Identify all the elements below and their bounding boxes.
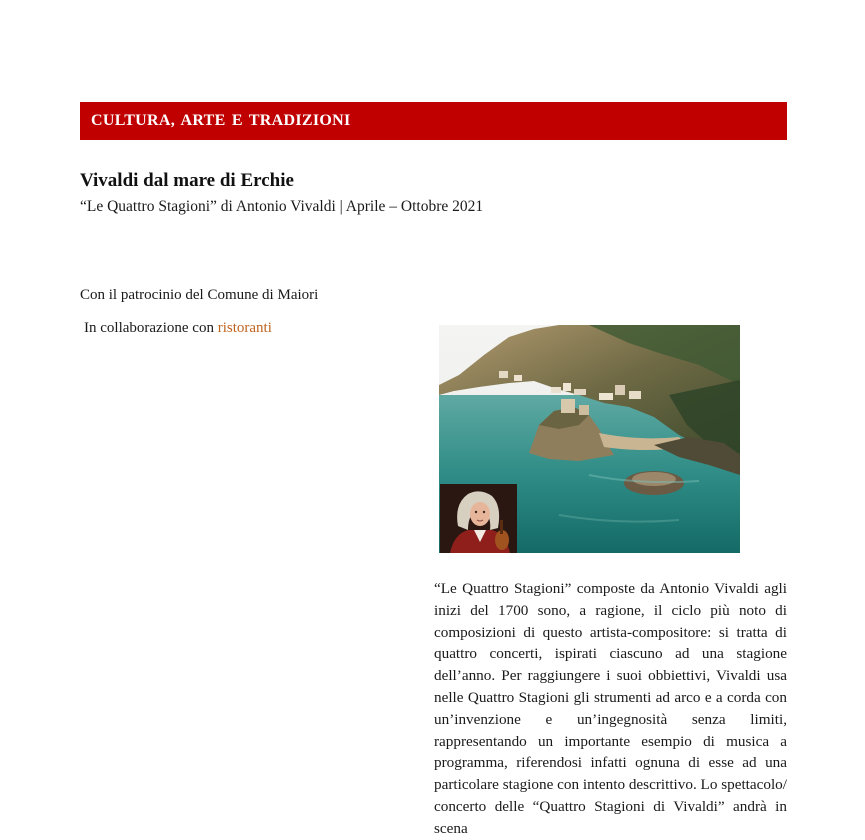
article-subtitle: “Le Quattro Stagioni” di Antonio Vivaldi | Aprile – Ottobre 2021 [80, 198, 484, 215]
collaboration-prefix: In collaborazione con [84, 320, 218, 336]
article-body-paragraph: “Le Quattro Stagioni” composte da Antonio Vivaldi agli inizi del 1700 sono, a ragione, il ciclo più noto di composizioni di questo artista-compositore: si tratta di quattro concerti, ispirati ciascuno ad una stagione dell’anno. Per raggiungere i suoi obbiettivi, Vivaldi usa nelle Quattro Stagioni gli strumenti ad arco e a corda con un’invenzione e un’ingegnosità senza limiti, rappresentando un importante esempio di musica a programma, riferendosi infatti ognuna di esse ad una particolare stagione con intento descrittivo. Lo spettacolo/ concerto delle “Quattro Stagioni di Vivaldi” andrà in scena [434, 580, 787, 837]
article-body [434, 578, 787, 840]
section-banner [80, 102, 787, 140]
section-banner-label: CULTURA, ARTE E TRADIZIONI [91, 112, 351, 129]
article-title: Vivaldi dal mare di Erchie [80, 170, 294, 191]
restaurants-link[interactable]: ristoranti [217, 320, 272, 336]
patronage-text: Con il patrocinio del Comune di Maiori [80, 287, 319, 303]
vivaldi-portrait [440, 484, 517, 553]
collaboration-line [84, 320, 272, 337]
